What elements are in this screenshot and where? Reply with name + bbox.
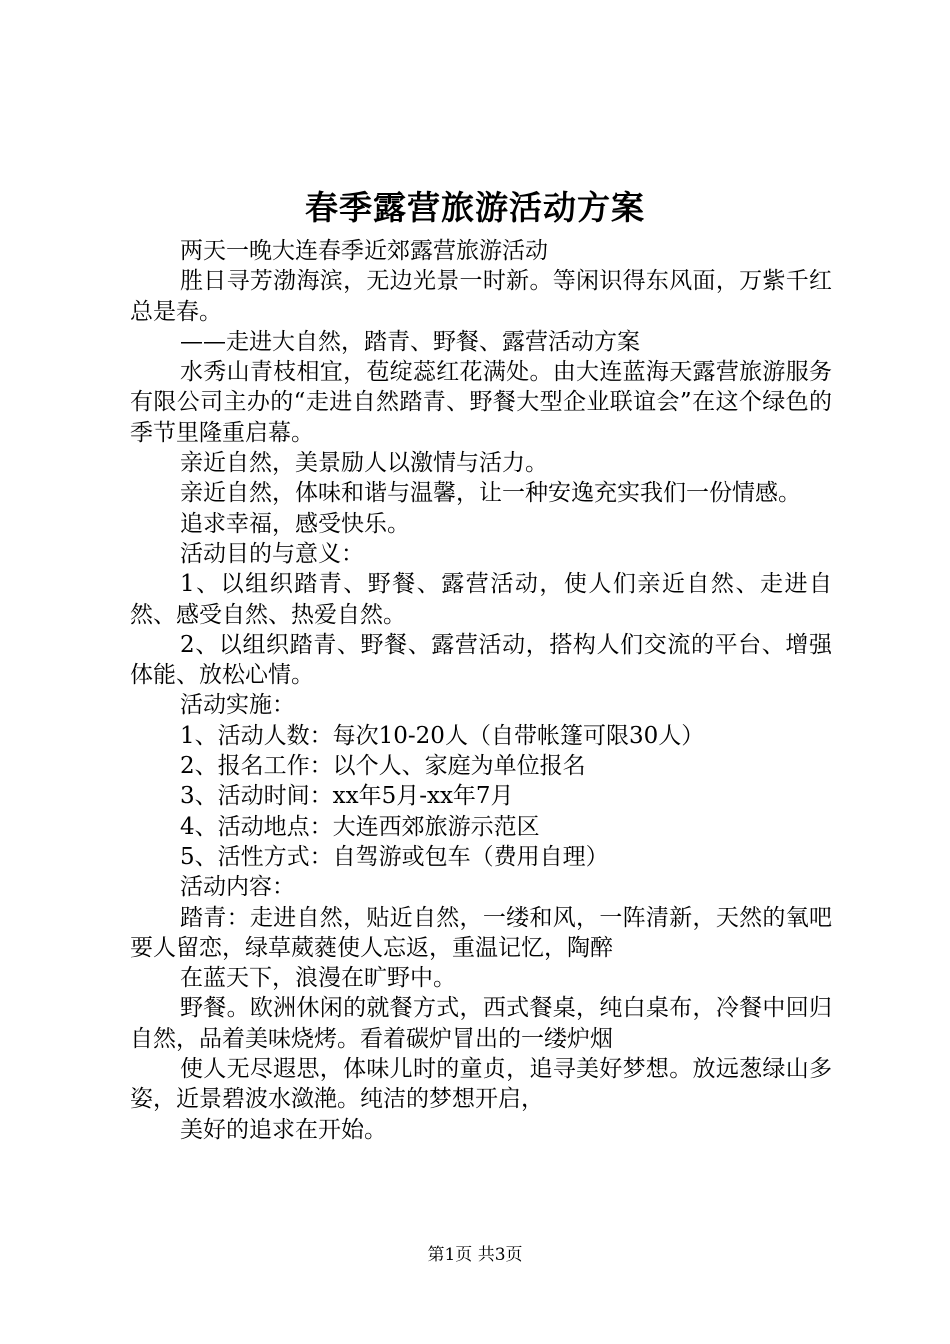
section-heading: 活动内容：	[180, 874, 295, 901]
list-item: 1、以组织踏青、野餐、露营活动，使人们亲近自然、走进自然、感受自然、热爱自然。	[130, 571, 832, 628]
section-heading: 活动实施：	[180, 692, 295, 719]
list-item: 1、活动人数：每次10-20人（自带帐篷可限30人）	[180, 722, 705, 749]
paragraph: 亲近自然，美景励人以激情与活力。	[180, 450, 548, 477]
paragraph: 胜日寻芳渤海滨，无边光景一时新。等闲识得东风面，万紫千红总是春。	[130, 268, 832, 325]
paragraph: ——走进大自然，踏青、野餐、露营活动方案	[180, 328, 640, 355]
page-footer: 第1页 共3页	[427, 1245, 523, 1265]
paragraph: 美好的追求在开始。	[180, 1116, 387, 1143]
section-heading: 活动目的与意义：	[180, 540, 364, 567]
paragraph: 追求幸福，感受快乐。	[180, 510, 410, 537]
list-item: 3、活动时间：xx年5月-xx年7月	[180, 783, 514, 810]
paragraph: 在蓝天下，浪漫在旷野中。	[180, 965, 456, 992]
document-title: 春季露营旅游活动方案	[305, 188, 645, 227]
paragraph: 水秀山青枝相宜，苞绽蕊红花满处。由大连蓝海天露营旅游服务有限公司主办的“走进自然踏青、野餐大型企业联谊会”在这个绿色的季节里隆重启幕。	[130, 359, 832, 446]
list-item: 2、以组织踏青、野餐、露营活动，搭构人们交流的平台、增强体能、放松心情。	[130, 631, 832, 689]
paragraph: 使人无尽遐思，体味儿时的童贞，追寻美好梦想。放远葱绿山多姿，近景碧波水潋滟。纯洁的梦想开启，	[130, 1056, 832, 1113]
list-item: 2、报名工作：以个人、家庭为单位报名	[180, 753, 586, 780]
paragraph: 踏青：走进自然，贴近自然，一缕和风，一阵清新，天然的氧吧要人留恋，绿草葳蕤使人忘返，重温记忆，陶醉	[130, 904, 832, 961]
document-body	[130, 236, 832, 1145]
paragraph: 亲近自然，体味和谐与温馨，让一种安逸充实我们一份情感。	[180, 480, 801, 507]
paragraph: 两天一晚大连春季近郊露营旅游活动	[180, 238, 548, 264]
paragraph: 野餐。欧洲休闲的就餐方式，西式餐桌，纯白桌布，冷餐中回归自然，品着美味烧烤。看着碳炉冒出的一缕炉烟	[130, 995, 832, 1052]
list-item: 5、活性方式：自驾游或包车（费用自理）	[180, 843, 609, 870]
list-item: 4、活动地点：大连西郊旅游示范区	[180, 813, 540, 840]
